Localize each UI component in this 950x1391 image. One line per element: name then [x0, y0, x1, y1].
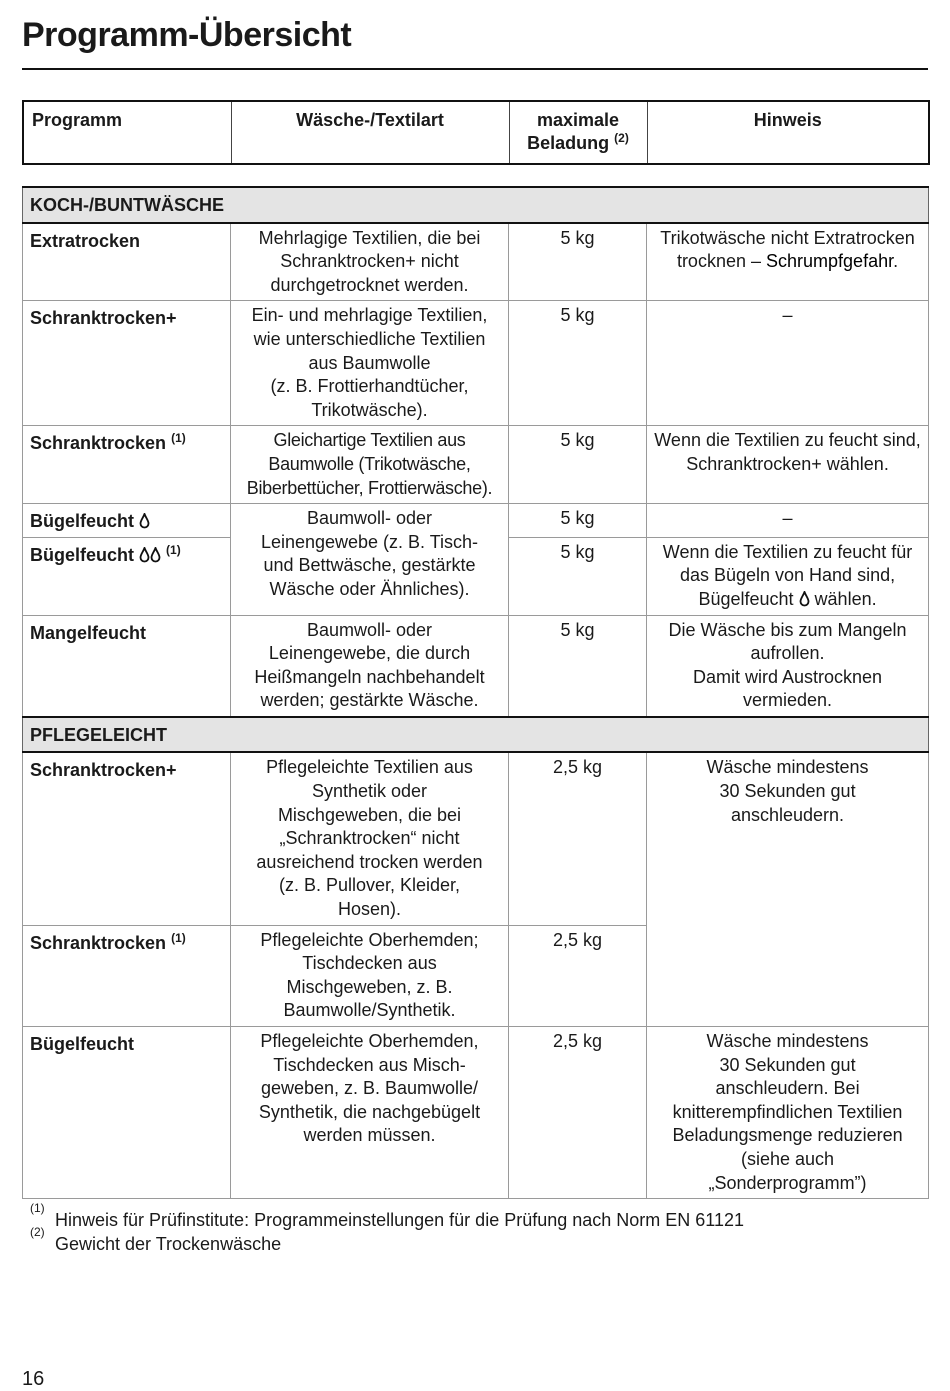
- program-name: Extratrocken: [23, 223, 231, 301]
- page-number: 16: [22, 1368, 45, 1390]
- single-drop-icon: [139, 513, 150, 529]
- footnote-ref: (1): [171, 930, 186, 945]
- textile-description: Pflegeleichte Oberhemden; Tischdecken aus Mischgeweben, z. B. Baumwolle/Synthetik.: [231, 925, 509, 1026]
- textile-description: Pflegeleichte Oberhemden, Tischdecken aus Misch- geweben, z. B. Baumwolle/ Synthetik, die nachgebügelt werden müssen.: [231, 1027, 509, 1199]
- table-row: [23, 752, 929, 925]
- max-load: 5 kg: [509, 301, 647, 426]
- note-suffix: wählen.: [814, 588, 877, 609]
- max-load: 5 kg: [509, 615, 647, 717]
- header-load: [509, 101, 647, 164]
- note: Wenn die Textilien zu feucht sind, Schranktrocken+ wählen.: [647, 426, 929, 504]
- note-text: Trikotwäsche nicht Extratrocken trocknen –: [660, 227, 915, 272]
- program-table: [22, 186, 929, 1199]
- footnote-text: Gewicht der Trockenwäsche: [55, 1234, 282, 1254]
- page-title: Programm-Übersicht: [22, 16, 352, 54]
- section-header-pflege: [23, 717, 929, 753]
- table-row: [23, 223, 929, 301]
- note: Wäsche mindestens 30 Sekunden gut anschleudern. Bei knitterempfindlichen Textilien Beladungsmenge reduzieren (siehe auch „Sonderprogramm”): [647, 1027, 929, 1199]
- header-row: [23, 101, 929, 164]
- program-name: Mangelfeucht: [23, 615, 231, 717]
- footnote-ref: (1): [171, 431, 186, 446]
- table-row: [23, 301, 929, 426]
- footnotes: [30, 1201, 745, 1256]
- note-emphasis: Schrumpfgefahr: [766, 251, 894, 272]
- textile-description: Baumwoll- oder Leinengewebe (z. B. Tisch- und Bettwäsche, gestärkte Wäsche oder Ähnliches).: [231, 504, 509, 615]
- header-load-footnote-ref: (2): [614, 131, 629, 145]
- note: –: [647, 504, 929, 538]
- program-name: Bügelfeucht: [23, 1027, 231, 1199]
- note: [647, 537, 929, 615]
- note: Wäsche mindestens 30 Sekunden gut anschleudern.: [647, 752, 929, 1026]
- footnote-1: [30, 1201, 745, 1232]
- table-row: [23, 1027, 929, 1199]
- footnote-text: Hinweis für Prüfinstitute: Programmeinstellungen für die Prüfung nach Norm EN 61121: [55, 1210, 745, 1230]
- footnote-marker: (2): [30, 1225, 45, 1239]
- header-table: [22, 100, 930, 165]
- header-load-line2: Beladung: [527, 133, 610, 153]
- max-load: 2,5 kg: [509, 752, 647, 925]
- footnote-ref: (1): [166, 542, 181, 557]
- table-row: [23, 504, 929, 538]
- textile-description: Mehrlagige Textilien, die bei Schranktrocken+ nicht durchgetrocknet werden.: [231, 223, 509, 301]
- header-load-line1: maximale: [536, 110, 620, 130]
- max-load: 5 kg: [509, 537, 647, 615]
- max-load: 5 kg: [509, 426, 647, 504]
- textile-description: Ein- und mehrlagige Textilien, wie unterschiedliche Textilien aus Baumwolle (z. B. Frottierhandtücher, Trikotwäsche).: [231, 301, 509, 426]
- program-label: Bügelfeucht: [30, 511, 135, 532]
- footnote-2: [30, 1225, 744, 1256]
- section-title: KOCH-/BUNTWÄSCHE: [23, 187, 929, 223]
- note: [647, 223, 929, 301]
- textile-description: Pflegeleichte Textilien aus Synthetik oder Mischgeweben, die bei „Schranktrocken“ nicht ausreichend trocken werden (z. B. Pullover, Kleider, Hosen).: [231, 752, 509, 925]
- note: Die Wäsche bis zum Mangeln aufrollen. Damit wird Austrocknen vermieden.: [647, 615, 929, 717]
- header-program: Programm: [23, 101, 231, 164]
- drop-icon: [150, 547, 161, 563]
- header-textile: Wäsche-/Textilart: [231, 101, 509, 164]
- section-title: PFLEGELEICHT: [23, 717, 929, 753]
- footnote-marker: (1): [30, 1201, 45, 1215]
- program-name: [23, 426, 231, 504]
- program-name: [23, 504, 231, 538]
- program-name: Schranktrocken+: [23, 301, 231, 426]
- program-label: Schranktrocken: [30, 932, 167, 953]
- header-note: Hinweis: [647, 101, 929, 164]
- program-name: [23, 537, 231, 615]
- table-row: [23, 426, 929, 504]
- note-text: Wenn die Textilien zu feucht für das Bügeln von Hand sind, Bügelfeucht: [662, 541, 913, 609]
- program-label: Schranktrocken: [30, 433, 167, 454]
- single-drop-icon: [799, 591, 810, 607]
- program-name: [23, 925, 231, 1026]
- program-name: Schranktrocken+: [23, 752, 231, 925]
- textile-description: Baumwoll- oder Leinengewebe, die durch Heißmangeln nachbehandelt werden; gestärkte Wäsche.: [231, 615, 509, 717]
- note: –: [647, 301, 929, 426]
- textile-description: Gleichartige Textilien aus Baumwolle (Trikotwäsche, Biberbettücher, Frottierwäsche).: [231, 426, 509, 504]
- max-load: 2,5 kg: [509, 1027, 647, 1199]
- max-load: 2,5 kg: [509, 925, 647, 1026]
- note-suffix: .: [893, 251, 899, 272]
- table-row: [23, 615, 929, 717]
- max-load: 5 kg: [509, 504, 647, 538]
- program-label: Bügelfeucht: [30, 544, 135, 565]
- double-drop-icon: [139, 547, 150, 563]
- max-load: 5 kg: [509, 223, 647, 301]
- title-divider: [22, 68, 928, 70]
- section-header-koch: [23, 187, 929, 223]
